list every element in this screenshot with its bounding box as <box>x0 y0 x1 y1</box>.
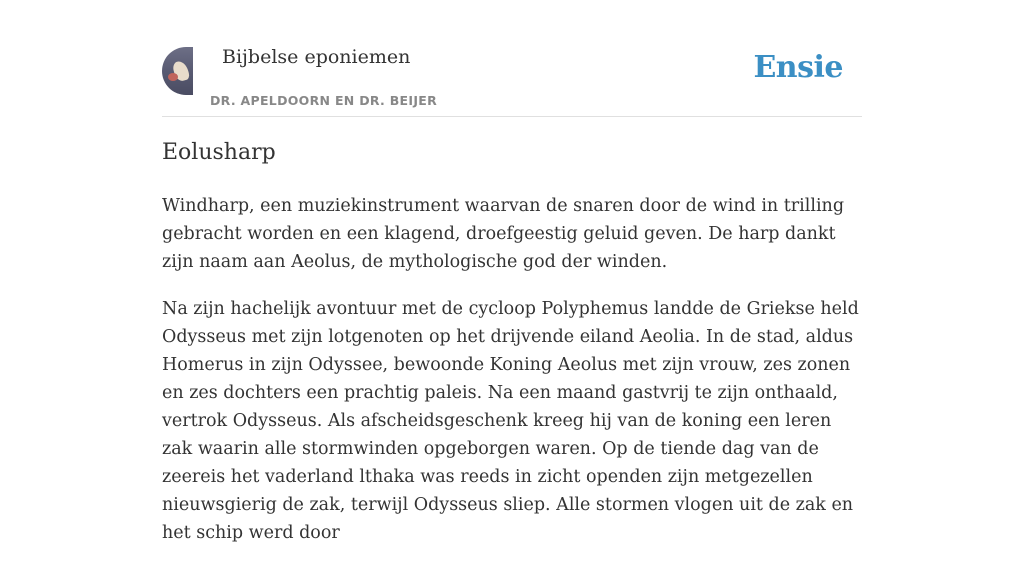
page-container <box>162 0 862 543</box>
book-cover-image[interactable] <box>162 47 193 95</box>
book-title[interactable]: Bijbelse eponiemen <box>222 46 411 68</box>
book-header <box>162 0 862 117</box>
entry-paragraph: Na zijn hachelijk avontuur met de cycloop Polyphemus landde de Griekse held Odysseus met zijn lotgenoten op het drijvende eiland Aeolia. In de stad, aldus Homerus in zijn Odyssee, bewoonde Koning Aeolus met zijn vrouw, zes zonen en zes dochters een prachtig paleis. Na een maand gastvrij te zijn onthaald, vertrok Odysseus. Als afscheidsgeschenk kreeg hij van de koning een leren zak waarin alle stormwinden opgeborgen waren. Op de tiende dag van de zeereis het vaderland lthaka was reeds in zicht openden zijn metgezellen nieuwsgierig de zak, terwijl Odysseus sliep. Alle stormen vlogen uit de zak en het schip werd door <box>162 299 859 543</box>
cover-accent-shape <box>168 73 178 81</box>
entry-body <box>162 192 867 566</box>
brand-logo[interactable]: Ensie <box>753 50 843 85</box>
entry-paragraph: Windharp, een muziekinstrument waarvan de snaren door de wind in trilling gebracht worden en een klagend, droefgeestig geluid geven. De harp dankt zijn naam aan Aeolus, de mythologische god der winden. <box>162 196 845 272</box>
entry-title: Eolusharp <box>162 140 276 165</box>
book-authors: DR. APELDOORN EN DR. BEIJER <box>210 93 438 108</box>
